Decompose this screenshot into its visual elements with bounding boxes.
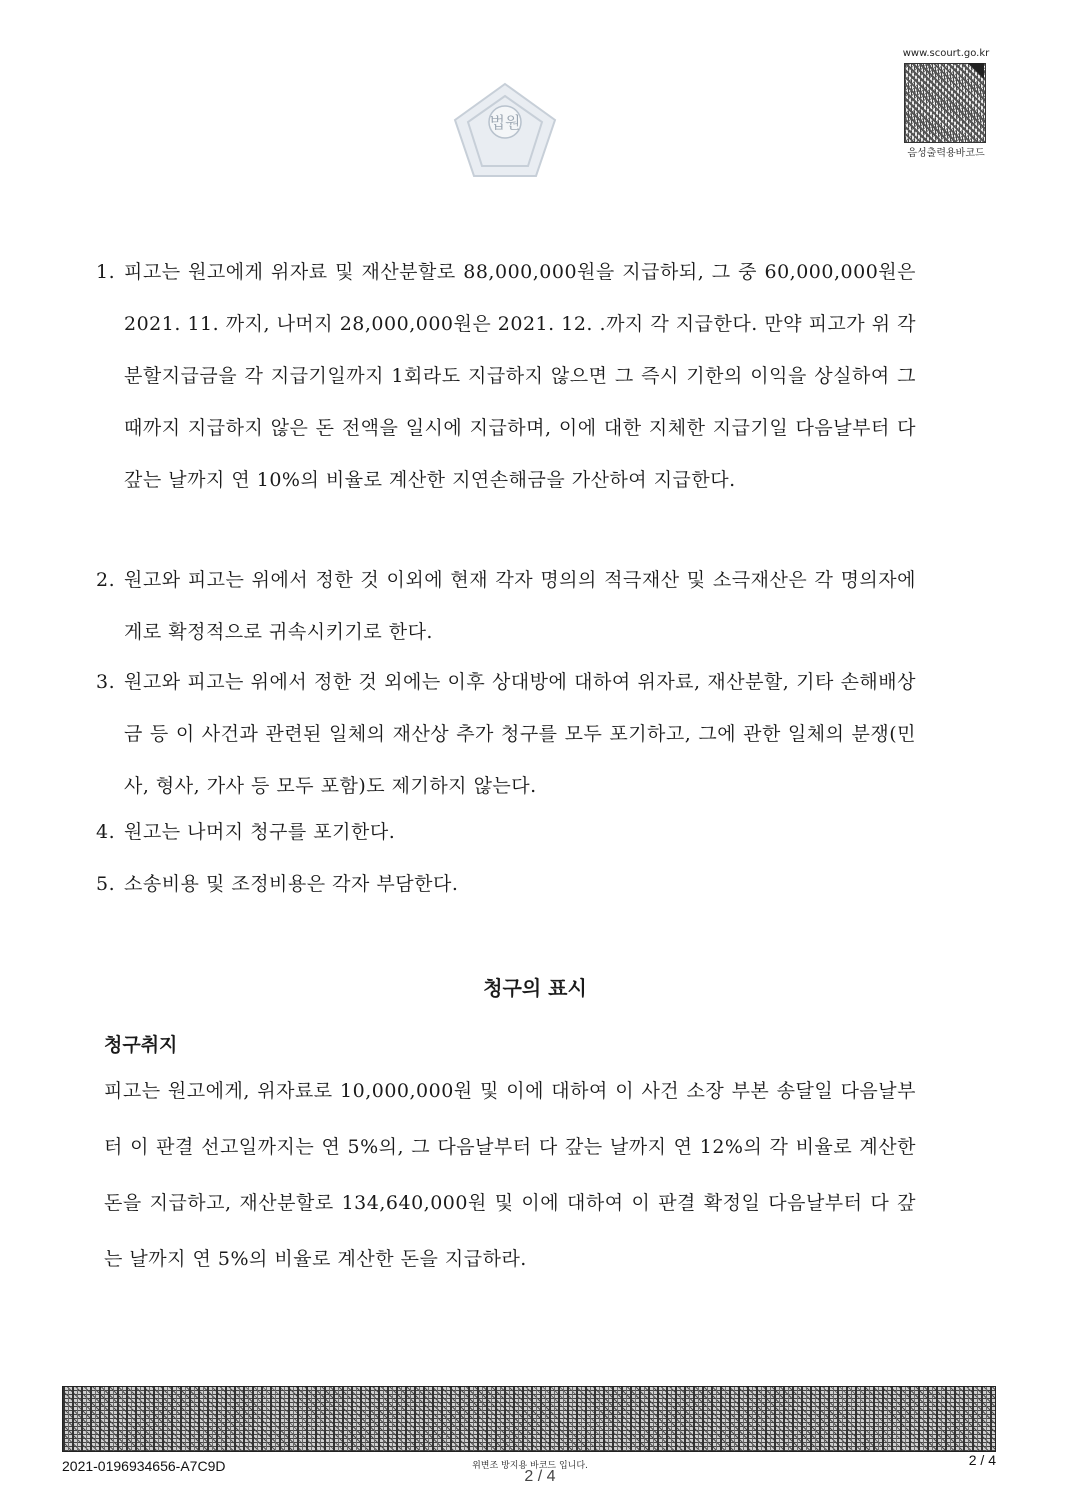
court-seal <box>452 82 558 178</box>
page-number-center: 2 / 4 <box>524 1468 556 1485</box>
document-code: 2021-0196934656-A7C9D <box>62 1458 226 1474</box>
list-item <box>96 554 916 658</box>
barcode-notice: 위변조 방지용 바코드 입니다. <box>472 1461 588 1471</box>
item-number: 2. <box>96 569 116 591</box>
item-number: 4. <box>96 821 116 843</box>
seal-text: 법원 <box>489 113 521 132</box>
list-item <box>96 858 916 910</box>
anti-forgery-barcode <box>62 1386 996 1452</box>
qr-caption: 음성출력용바코드 <box>907 148 985 159</box>
voice-output-barcode <box>904 63 986 143</box>
item-text: 피고는 원고에게 위자료 및 재산분할로 88,000,000원을 지급하되, 그 중 60,000,000원은 2021. 11. 까지, 나머지 28,000,000원은 2021. 12. .까지 각 지급한다. 만약 피고가 위 각 분할지급금을 각 지급기일까지 1회라도 지급하지 않으면 그 즉시 기한의 이익을 상실하여 그때까지 지급하지 않은 돈 전액을 일시에 지급하며, 이에 대한 지체한 지급기일 다음날부터 다 갚는 날까지 연 10%의 비율로 계산한 지연손해금을 가산하여 지급한다. <box>124 261 916 491</box>
section-subheading: 청구취지 <box>104 1034 178 1056</box>
claim-body: 피고는 원고에게, 위자료로 10,000,000원 및 이에 대하여 이 사건 소장 부본 송달일 다음날부터 이 판결 선고일까지는 연 5%의, 그 다음날부터 다 갚는 날까지 연 12%의 각 비율로 계산한 돈을 지급하고, 재산분할로 134,640,000원 및 이에 대하여 이 판결 확정일 다음날부터 다 갚는 날까지 연 5%의 비율로 계산한 돈을 지급하라. <box>104 1080 916 1270</box>
list-item <box>96 656 916 812</box>
item-number: 1. <box>96 261 116 283</box>
list-item <box>96 806 916 858</box>
item-text: 원고는 나머지 청구를 포기한다. <box>124 821 396 843</box>
item-text: 원고와 피고는 위에서 정한 것 이외에 현재 각자 명의의 적극재산 및 소극재산은 각 명의자에게로 확정적으로 귀속시키기로 한다. <box>124 569 916 643</box>
item-number: 3. <box>96 671 116 693</box>
item-number: 5. <box>96 873 116 895</box>
item-text: 원고와 피고는 위에서 정한 것 외에는 이후 상대방에 대하여 위자료, 재산분할, 기타 손해배상금 등 이 사건과 관련된 일체의 재산상 추가 청구를 모두 포기하고, 그에 관한 일체의 분쟁(민사, 형사, 가사 등 모두 포함)도 제기하지 않는다. <box>124 671 916 797</box>
item-text: 소송비용 및 조정비용은 각자 부담한다. <box>124 873 459 895</box>
qr-url: www.scourt.go.kr <box>902 48 990 59</box>
page-number-right: 2 / 4 <box>968 1452 996 1468</box>
list-item <box>96 246 916 506</box>
section-title: 청구의 표시 <box>483 976 587 1000</box>
